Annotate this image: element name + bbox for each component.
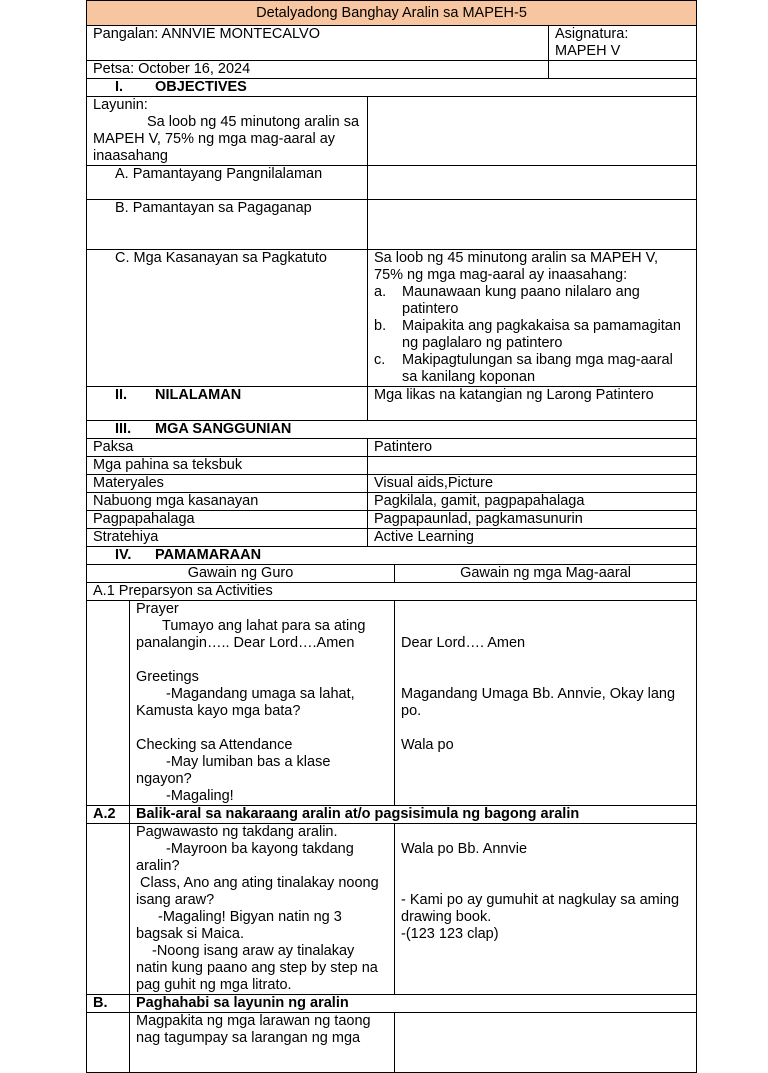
a2-number: A.2 xyxy=(87,806,130,824)
a2-students-cell xyxy=(395,824,697,995)
pamamaraan-number: IV. xyxy=(115,547,132,563)
lesson-plan-document xyxy=(86,0,696,1046)
kasanayan-intro: Sa loob ng 45 minutong aralin sa MAPEH V, 75% ng mga mag-aaral ay inaasahang: xyxy=(374,250,658,283)
list-item: b. Maipakita ang pagkakaisa sa pamamagitan ng paglalaro ng patintero xyxy=(374,318,681,351)
sanggunian-label: Stratehiya xyxy=(87,529,368,547)
teacher-line: -Magaling! Bigyan natin ng 3 bagsak si Maica. xyxy=(136,909,342,942)
nilalaman-number: II. xyxy=(115,387,128,403)
student-response: -(123 123 clap) xyxy=(401,926,499,942)
pamantayang-pangnilalaman-value xyxy=(368,166,697,200)
sanggunian-title: MGA SANGGUNIAN xyxy=(155,421,292,437)
sanggunian-heading xyxy=(87,421,697,439)
objectives-heading xyxy=(87,79,697,97)
student-response: Dear Lord…. Amen xyxy=(401,635,526,651)
document-title: Detalyadong Banghay Aralin sa MAPEH-5 xyxy=(87,1,697,26)
nilalaman-value: Mga likas na katangian ng Larong Patintero xyxy=(368,387,697,421)
teacher-line: Class, Ano ang ating tinalakay noong isang araw? xyxy=(136,875,383,908)
teacher-line: -Noong isang araw ay tinalakay natin kung paano ang step by step na pag guhit ng mga litrato. xyxy=(136,943,378,993)
list-item: a. Maunawaan kung paano nilalaro ang patintero xyxy=(374,284,640,317)
a1-heading: A.1 Preparsyon sa Activities xyxy=(87,583,697,601)
kasanayan-list xyxy=(374,284,690,386)
teacher-line: -Mayroon ba kayong takdang aralin? xyxy=(136,841,354,874)
b-students-cell xyxy=(395,1013,697,1073)
sanggunian-value: Active Learning xyxy=(368,529,697,547)
students-column-header: Gawain ng mga Mag-aaral xyxy=(395,565,697,583)
sanggunian-value: Pagkilala, gamit, pagpapahalaga xyxy=(368,493,697,511)
attendance-heading: Checking sa Attendance xyxy=(136,737,293,753)
date-empty-cell xyxy=(549,61,697,79)
pamantayang-pangnilalaman-label: A. Pamantayang Pangnilalaman xyxy=(87,166,368,200)
layunin-text: Sa loob ng 45 minutong aralin sa MAPEH V, 75% ng mga mag-aaral ay inaasahang xyxy=(93,114,360,164)
sanggunian-label: Paksa xyxy=(87,439,368,457)
kasanayan-cell xyxy=(368,250,697,387)
kasanayan-label: C. Mga Kasanayan sa Pagkatuto xyxy=(87,250,368,387)
name-field: Pangalan: ANNVIE MONTECALVO xyxy=(87,26,549,61)
teacher-line: Pagwawasto ng takdang aralin. xyxy=(136,824,338,840)
sanggunian-value: Visual aids,Picture xyxy=(368,475,697,493)
prayer-heading: Prayer xyxy=(136,601,179,617)
pamamaraan-title: PAMAMARAAN xyxy=(155,547,262,563)
layunin-label: Layunin: xyxy=(93,97,148,113)
objectives-title: OBJECTIVES xyxy=(155,79,247,95)
a2-teacher-cell xyxy=(130,824,395,995)
sanggunian-number: III. xyxy=(115,421,132,437)
student-response: Magandang Umaga Bb. Annvie, Okay lang po. xyxy=(401,686,676,719)
pamantayan-pagaganap-label: B. Pamantayan sa Pagaganap xyxy=(87,200,368,250)
pamantayan-pagaganap-value xyxy=(368,200,697,250)
sanggunian-value xyxy=(368,457,697,475)
b-number-cell xyxy=(87,1013,130,1073)
greetings-heading: Greetings xyxy=(136,669,199,685)
sanggunian-value: Pagpapaunlad, pagkamasunurin xyxy=(368,511,697,529)
a1-number-cell xyxy=(87,601,130,806)
student-response: Wala po Bb. Annvie xyxy=(401,841,528,857)
list-item: c. Makipagtulungan sa ibang mga mag-aaral sa kanilang koponan xyxy=(374,352,673,385)
student-response: - Kami po ay gumuhit at nagkulay sa aming drawing book. xyxy=(401,892,680,925)
nilalaman-heading xyxy=(87,387,368,421)
a1-students-cell xyxy=(395,601,697,806)
sanggunian-label: Pagpapahalaga xyxy=(87,511,368,529)
a2-heading: Balik-aral sa nakaraang aralin at/o pagsisimula ng bagong aralin xyxy=(130,806,697,824)
greetings-text: -Magandang umaga sa lahat, Kamusta kayo mga bata? xyxy=(136,686,355,719)
objectives-number: I. xyxy=(115,79,124,95)
sanggunian-label: Nabuong mga kasanayan xyxy=(87,493,368,511)
subject-label: Asignatura: xyxy=(555,26,629,42)
attendance-text: -May lumiban bas a klase ngayon? xyxy=(136,754,331,787)
sanggunian-label: Materyales xyxy=(87,475,368,493)
sanggunian-label: Mga pahina sa teksbuk xyxy=(87,457,368,475)
b-teacher-cell: Magpakita ng mga larawan ng taong nag tagumpay sa larangan ng mga xyxy=(130,1013,395,1073)
pamamaraan-heading xyxy=(87,547,697,565)
layunin-value xyxy=(368,97,697,166)
subject-field xyxy=(549,26,697,61)
layunin-cell xyxy=(87,97,368,166)
prayer-text: Tumayo ang lahat para sa ating panalangin….. Dear Lord….Amen xyxy=(136,618,366,651)
lesson-plan-table xyxy=(86,0,697,1073)
student-response: Wala po xyxy=(401,737,454,753)
date-field: Petsa: October 16, 2024 xyxy=(87,61,549,79)
b-number: B. xyxy=(87,995,130,1013)
a2-number-cell xyxy=(87,824,130,995)
nilalaman-title: NILALAMAN xyxy=(155,387,242,403)
sanggunian-value: Patintero xyxy=(368,439,697,457)
a1-teacher-cell xyxy=(130,601,395,806)
teacher-column-header: Gawain ng Guro xyxy=(87,565,395,583)
attendance-praise: -Magaling! xyxy=(166,788,234,804)
b-heading: Paghahabi sa layunin ng aralin xyxy=(130,995,697,1013)
subject-value: MAPEH V xyxy=(555,43,621,59)
